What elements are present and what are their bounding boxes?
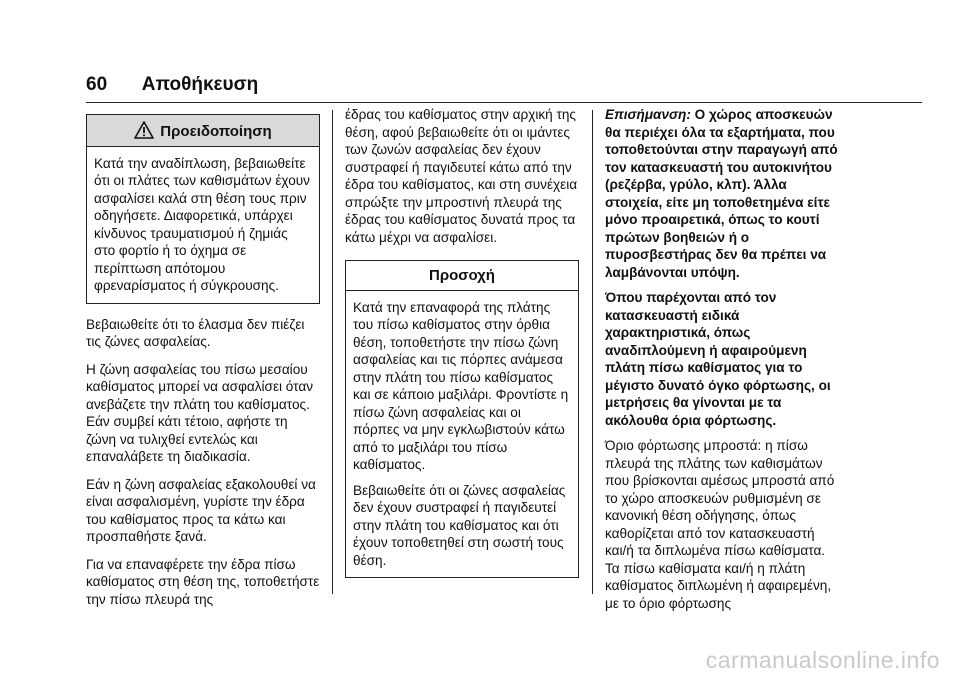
caution-box-title: Προσοχή bbox=[346, 261, 578, 291]
page-number: 60 bbox=[86, 74, 108, 95]
column-3 bbox=[605, 106, 839, 612]
column-2 bbox=[345, 106, 579, 578]
paragraph: Εάν η ζώνη ασφαλείας εξακολουθεί να είναι ασφαλισμένη, γυρίστε την έδρα του καθίσματος προς τα κάτω και προσπαθήστε ξανά. bbox=[86, 476, 316, 544]
header-rule bbox=[86, 102, 922, 103]
paragraph: Βεβαιωθείτε ότι το έλασμα δεν πιέζει τις ζώνες ασφαλείας. bbox=[86, 316, 305, 349]
bold-paragraph: Όπου παρέχονται από τον κατασκευαστή ειδικά χαρακτηριστικά, όπως αναδιπλούμενη ή αφαιρούμενη πλάτη πίσω καθίσματος για το μέγιστο δυνατό όγκο φόρτωσης, οι μετρήσεις θα γίνονται με τα ακόλουθα όρια φόρτωσης. bbox=[605, 290, 831, 428]
caution-box bbox=[345, 260, 579, 578]
caution-paragraph: Κατά την επαναφορά της πλάτης του πίσω καθίσματος στην όρθια θέση, τοποθετήστε την πίσω ζώνη ασφαλείας και τις πόρπες ανάμεσα στην πλάτη του πίσω καθίσματος και σε κάποιο μαξιλάρι. Φροντίστε η πίσω ζώνη ασφαλείας και οι πόρπες να μην εγκλωβιστούν κάτω από το μαξιλάρι του πίσω καθίσματος. bbox=[353, 299, 569, 472]
column-divider bbox=[332, 110, 333, 594]
warning-triangle-icon bbox=[134, 121, 154, 139]
column-divider bbox=[592, 110, 593, 594]
page-header bbox=[86, 74, 258, 96]
paragraph: Για να επαναφέρετε την έδρα πίσω καθίσματος στη θέση της, τοποθετήστε την πίσω πλευρά της bbox=[86, 556, 320, 607]
warning-text: Κατά την αναδίπλωση, βεβαιωθείτε ότι οι πλάτες των καθισμάτων έχουν ασφαλίσει καλά στη θέση τους πριν οδηγήσετε. Διαφορετικά, υπάρχει κίνδυνος τραυματισμού ή ζημιάς στο φορτίο ή το όχημα σε περίπτωση απότομου φρεναρίσματος ή σύγκρουσης. bbox=[94, 155, 310, 293]
warning-box bbox=[86, 114, 320, 304]
note-paragraph bbox=[605, 106, 839, 281]
warning-title-text: Προειδοποίηση bbox=[160, 123, 272, 140]
paragraph: Η ζώνη ασφαλείας του πίσω μεσαίου καθίσματος μπορεί να ασφαλίσει όταν ανεβάζετε την πλάτη του καθίσματος. Εάν συμβεί κάτι τέτοιο, αφήστε τη ζώνη να τυλιχθεί εντελώς και επαναλάβετε τη διαδικασία. bbox=[86, 361, 314, 464]
watermark: carmanualsonline.info bbox=[705, 647, 940, 673]
warning-box-title bbox=[87, 115, 319, 147]
note-label: Επισήμανση: bbox=[605, 107, 691, 122]
caution-paragraph: Βεβαιωθείτε ότι οι ζώνες ασφαλείας δεν έχουν συστραφεί ή παγιδευτεί στην πλάτη του καθίσματος και ότι έχουν τοποθετηθεί στη σωστή τους θέση. bbox=[353, 482, 566, 568]
paragraph: Όριο φόρτωσης μπροστά: η πίσω πλευρά της πλάτης των καθισμάτων που βρίσκονται αμέσως μπροστά από το χώρο αποσκευών ρυθμισμένη σε κανονική θέση οδήγησης, όπως καθορίζεται από τον κατασκευαστή και/ή τα διπλωμένα πίσω καθίσματα. Τα πίσω καθίσματα και/ή η πλάτη καθίσματος διπλωμένη ή αφαιρεμένη, με το όριο φόρτωσης bbox=[605, 438, 835, 611]
paragraph-continuation: έδρας του καθίσματος στην αρχική της θέση, αφού βεβαιωθείτε ότι οι ιμάντες των ζωνών ασφαλείας δεν έχουν συστραφεί ή παγιδευτεί κάτω από την έδρα του καθίσματος, και στη συνέχεια σπρώξτε την μπροστινή πλευρά της έδρας του καθίσματος δυνατά προς τα κάτω μέχρι να ασφαλίσει. bbox=[345, 107, 578, 245]
note-text: Ο χώρος αποσκευών θα περιέχει όλα τα εξαρτήματα, που τοποθετούνται στην παραγωγή από τον κατασκευαστή του αυτοκινήτου (ρεζέρβα, γρύλο, κλπ). Άλλα στοιχεία, είτε μη τοποθετημένα είτε μόνο προαιρετικά, όπως το κουτί πρώτων βοηθειών ή ο πυροσβεστήρας δεν θα πρέπει να λαμβάνονται υπόψη. bbox=[605, 107, 838, 280]
page-title: Αποθήκευση bbox=[141, 74, 259, 95]
column-1 bbox=[86, 114, 320, 608]
